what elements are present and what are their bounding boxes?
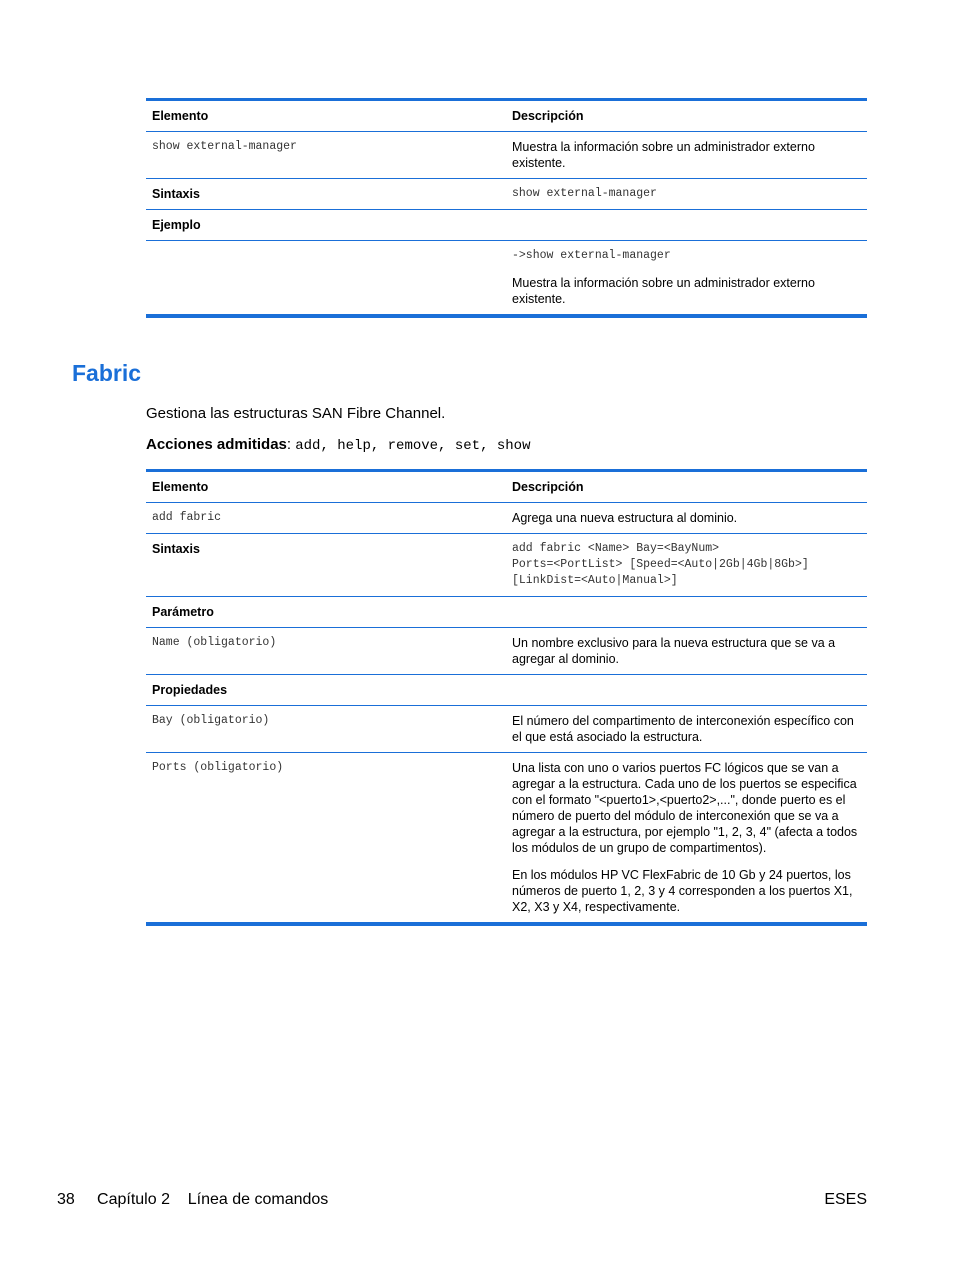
table-bottom-rule <box>146 314 867 318</box>
locale-code: ESES <box>824 1191 867 1208</box>
header-descripcion: Descripción <box>512 480 584 494</box>
syntax-row <box>146 179 867 210</box>
table-row <box>146 753 867 922</box>
property-ports-description: Una lista con uno o varios puertos FC lógicos que se van a agregar a la estructura. Cada uno de los puertos se especifica con el formato "<puerto1>,<puerto2>,...", donde puerto es el número de puerto del módulo de interconexión que se va a agregar a la estructura, por ejemplo "1, 2, 3, 4" (afecta a todos los módulos de un grupo de compartimentos). <box>512 761 858 855</box>
section-title: Fabric <box>72 360 142 386</box>
parameter-description: Un nombre exclusivo para la nueva estructura que se va a agregar al dominio. <box>512 636 836 666</box>
chapter-title: Línea de comandos <box>187 1191 329 1208</box>
table-row <box>146 132 867 179</box>
command-cell: add fabric <box>152 511 222 524</box>
header-elemento: Elemento <box>152 480 209 494</box>
table-header-row <box>146 101 867 132</box>
table-bottom-rule <box>146 922 867 926</box>
header-descripcion: Descripción <box>512 109 584 123</box>
syntax-value: show external-manager <box>512 187 657 200</box>
example-label: Ejemplo <box>152 218 201 232</box>
property-bay: Bay (obligatorio) <box>152 714 270 727</box>
properties-label: Propiedades <box>152 683 228 697</box>
supported-actions <box>146 436 530 454</box>
syntax-row <box>146 534 867 597</box>
actions-label: Acciones admitidas <box>146 436 287 453</box>
parameter-name: Name (obligatorio) <box>152 636 277 649</box>
table-row <box>146 503 867 534</box>
parameter-label: Parámetro <box>152 605 214 619</box>
external-manager-table <box>146 98 867 318</box>
example-header-row <box>146 210 867 241</box>
syntax-label: Sintaxis <box>152 187 200 201</box>
properties-header-row <box>146 675 867 706</box>
description-cell: Agrega una nueva estructura al dominio. <box>512 511 738 525</box>
actions-separator: : <box>286 436 292 453</box>
table-row <box>146 628 867 675</box>
page-number: 38 <box>57 1191 75 1208</box>
header-elemento: Elemento <box>152 109 209 123</box>
syntax-line: add fabric <Name> Bay=<BayNum> <box>512 542 720 555</box>
property-ports: Ports (obligatorio) <box>152 761 284 774</box>
syntax-line: Ports=<PortList> [Speed=<Auto|2Gb|4Gb|8Gb>] <box>512 558 809 571</box>
example-description: Muestra la información sobre un administrador externo existente. <box>512 276 815 306</box>
parameter-header-row <box>146 597 867 628</box>
table-header-row <box>146 472 867 503</box>
command-cell: show external-manager <box>152 140 297 153</box>
property-bay-description: El número del compartimento de interconexión específico con el que está asociado la estructura. <box>512 714 854 744</box>
example-row <box>146 241 867 314</box>
table-row <box>146 706 867 753</box>
syntax-value <box>506 534 867 596</box>
chapter-label: Capítulo 2 <box>97 1191 170 1208</box>
syntax-label: Sintaxis <box>152 542 200 556</box>
section-intro: Gestiona las estructuras SAN Fibre Channel. <box>146 405 446 422</box>
property-ports-note: En los módulos HP VC FlexFabric de 10 Gb y 24 puertos, los números de puerto 1, 2, 3 y 4 corresponden a los puertos X1, X2, X3 y X4, respectivamente. <box>512 868 853 914</box>
actions-list: add, help, remove, set, show <box>295 438 531 454</box>
syntax-line: [LinkDist=<Auto|Manual>] <box>512 574 678 587</box>
example-code: ->show external-manager <box>512 249 671 262</box>
fabric-table <box>146 469 867 926</box>
description-cell: Muestra la información sobre un administrador externo existente. <box>512 140 815 170</box>
